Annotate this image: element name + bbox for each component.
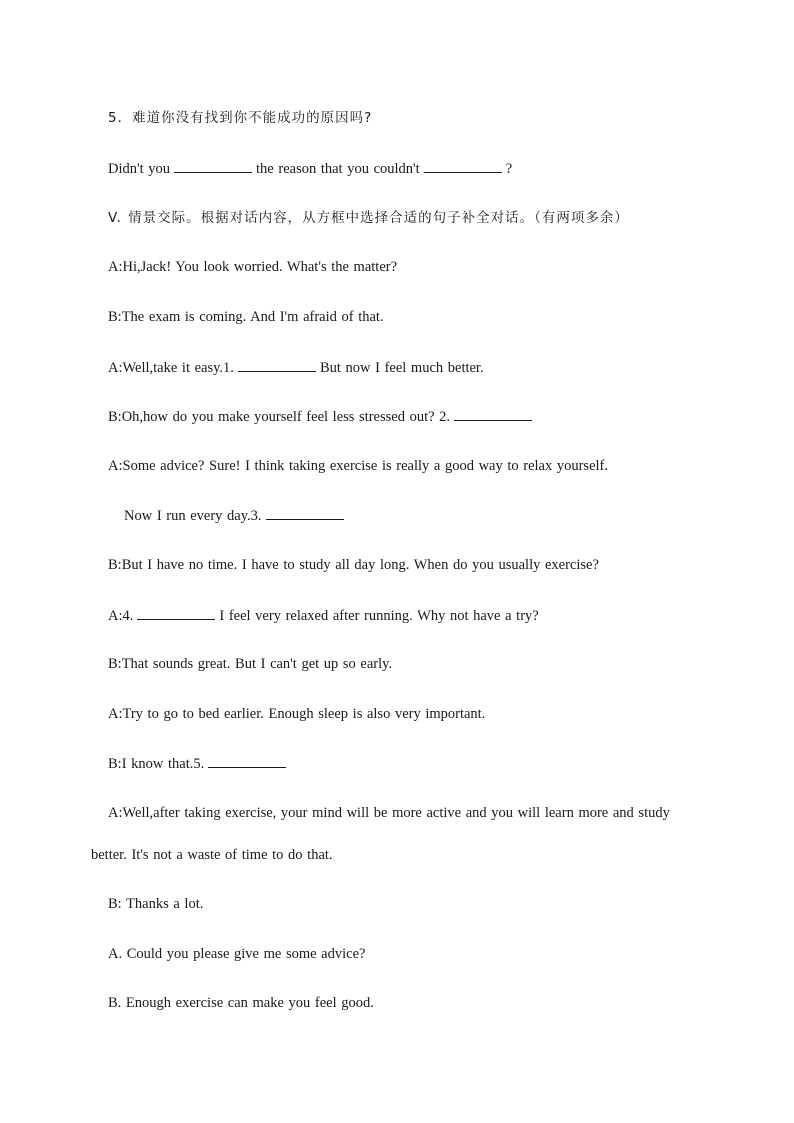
dialogue-line-8 xyxy=(108,606,539,625)
question-5-sentence xyxy=(108,159,512,178)
dialogue-line-4-text: B:Oh,how do you make yourself feel less stressed out? 2. xyxy=(108,409,451,425)
dialogue-line-8-start: A:4. xyxy=(108,608,134,624)
dialogue-blank-5[interactable] xyxy=(208,754,286,768)
dialogue-line-5: A:Some advice? Sure! I think taking exercise is really a good way to relax yourself. xyxy=(108,458,608,474)
question-5-prompt: 5．难道你没有找到你不能成功的原因吗? xyxy=(108,110,373,126)
dialogue-line-7: B:But I have no time. I have to study all day long. When do you usually exercise? xyxy=(108,557,599,573)
dialogue-line-10: A:Try to go to bed earlier. Enough sleep is also very important. xyxy=(108,706,486,722)
q5-part2: the reason that you couldn't xyxy=(256,161,420,177)
dialogue-line-14: B: Thanks a lot. xyxy=(108,896,204,912)
dialogue-line-2: B:The exam is coming. And I'm afraid of that. xyxy=(108,309,384,325)
option-a: A. Could you please give me some advice? xyxy=(108,946,366,962)
dialogue-line-8-end: I feel very relaxed after running. Why not have a try? xyxy=(219,608,539,624)
dialogue-line-3-start: A:Well,take it easy.1. xyxy=(108,360,234,376)
option-b: B. Enough exercise can make you feel good. xyxy=(108,995,374,1011)
dialogue-line-1: A:Hi,Jack! You look worried. What's the matter? xyxy=(108,259,398,275)
dialogue-blank-3[interactable] xyxy=(266,506,344,520)
dialogue-blank-4[interactable] xyxy=(137,606,215,620)
dialogue-line-11-text: B:I know that.5. xyxy=(108,756,205,772)
dialogue-blank-1[interactable] xyxy=(238,358,316,372)
dialogue-line-3 xyxy=(108,358,484,377)
dialogue-line-12: A:Well,after taking exercise, your mind will be more active and you will learn more and study xyxy=(108,805,670,821)
dialogue-line-6 xyxy=(124,506,348,525)
dialogue-line-6-text: Now I run every day.3. xyxy=(124,508,262,524)
dialogue-line-3-end: But now I feel much better. xyxy=(319,360,484,376)
dialogue-line-4 xyxy=(108,407,536,426)
dialogue-line-9: B:That sounds great. But I can't get up so early. xyxy=(108,656,393,672)
q5-part3: ? xyxy=(505,161,513,177)
dialogue-blank-2[interactable] xyxy=(454,407,532,421)
q5-blank-1[interactable] xyxy=(174,159,252,173)
dialogue-line-13: better. It's not a waste of time to do that. xyxy=(91,847,333,863)
q5-blank-2[interactable] xyxy=(424,159,502,173)
q5-part1: Didn't you xyxy=(108,161,171,177)
dialogue-line-11 xyxy=(108,754,290,773)
section-title: V. 情景交际。根据对话内容，从方框中选择合适的句子补全对话。（有两项多余） xyxy=(108,210,629,226)
